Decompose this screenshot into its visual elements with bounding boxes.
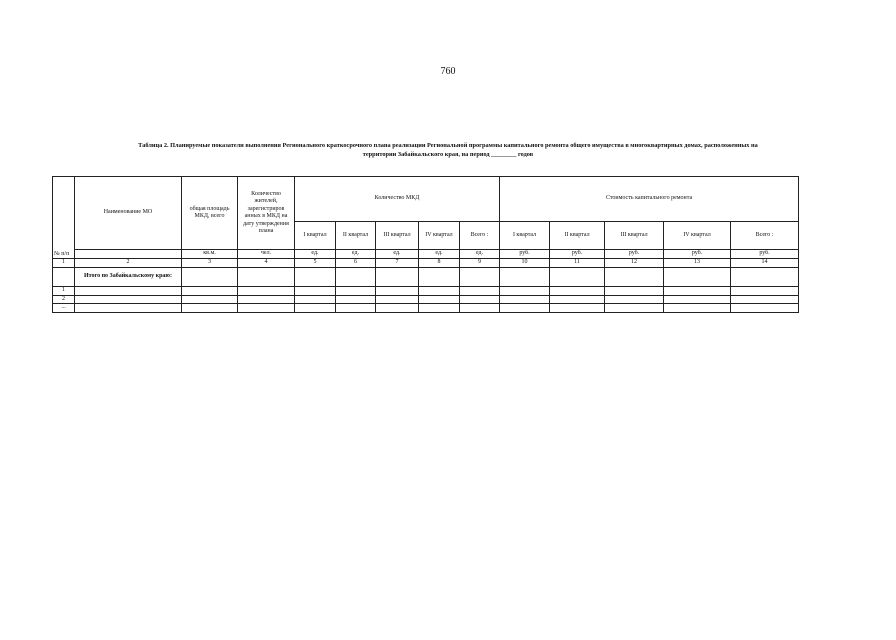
total-row (53, 268, 799, 287)
table-caption: Таблица 2. Планируемые показатели выполнения Регионального краткосрочного плана реализации Региональной программы капитального ремонта общего имущества в многоквартирных домах, расположенных на территории Забайкальского края, на период ________ годов (138, 142, 758, 158)
header-repair-cost-group: Стоимость капитального ремонта (500, 177, 799, 222)
header-quarter: IV квартал (664, 222, 731, 250)
row-number: 1 (53, 287, 75, 296)
header-quarter: IV квартал (419, 222, 460, 250)
column-number: 8 (419, 259, 460, 268)
header-num: № п/п (53, 177, 75, 259)
header-total-area: общая площадь МКД, всего (182, 177, 238, 250)
header-row-top (53, 177, 799, 222)
plan-indicators-table (52, 176, 799, 313)
column-number: 6 (336, 259, 376, 268)
column-number: 12 (605, 259, 664, 268)
unit-cell: руб. (550, 250, 605, 259)
header-residents: Количество жителей, зарегистриров анных в МКД на дату утверждения плана (238, 177, 295, 250)
header-quarter: II квартал (550, 222, 605, 250)
table-row (53, 295, 799, 304)
unit-cell: ед. (419, 250, 460, 259)
row-number: 2 (53, 295, 75, 304)
unit-cell: чел. (238, 250, 295, 259)
table-row (53, 304, 799, 313)
unit-cell: руб. (500, 250, 550, 259)
units-row (53, 250, 799, 259)
header-quarter: III квартал (605, 222, 664, 250)
unit-cell: руб. (731, 250, 799, 259)
column-number: 1 (53, 259, 75, 268)
unit-cell: ед. (336, 250, 376, 259)
unit-cell (75, 250, 182, 259)
header-quarter: I квартал (295, 222, 336, 250)
unit-cell: руб. (605, 250, 664, 259)
column-number: 9 (460, 259, 500, 268)
header-quarter: II квартал (336, 222, 376, 250)
header-mkd-count-group: Количество МКД (295, 177, 500, 222)
unit-cell: кв.м. (182, 250, 238, 259)
column-number: 5 (295, 259, 336, 268)
column-number: 3 (182, 259, 238, 268)
column-number: 7 (376, 259, 419, 268)
table-row (53, 287, 799, 296)
row-number: ... (53, 304, 75, 313)
column-number: 13 (664, 259, 731, 268)
column-number: 11 (550, 259, 605, 268)
page-number: 760 (440, 66, 456, 77)
header-quarter: I квартал (500, 222, 550, 250)
header-quarter: III квартал (376, 222, 419, 250)
unit-cell: руб. (664, 250, 731, 259)
column-numbers-row (53, 259, 799, 268)
total-label: Итого по Забайкальскому краю: (75, 268, 182, 287)
unit-cell: ед. (295, 250, 336, 259)
column-number: 14 (731, 259, 799, 268)
column-number: 4 (238, 259, 295, 268)
header-mo-name: Наименование МО (75, 177, 182, 250)
unit-cell: ед. (376, 250, 419, 259)
column-number: 10 (500, 259, 550, 268)
header-total: Всего : (460, 222, 500, 250)
unit-cell: ед. (460, 250, 500, 259)
column-number: 2 (75, 259, 182, 268)
header-total: Всего : (731, 222, 799, 250)
